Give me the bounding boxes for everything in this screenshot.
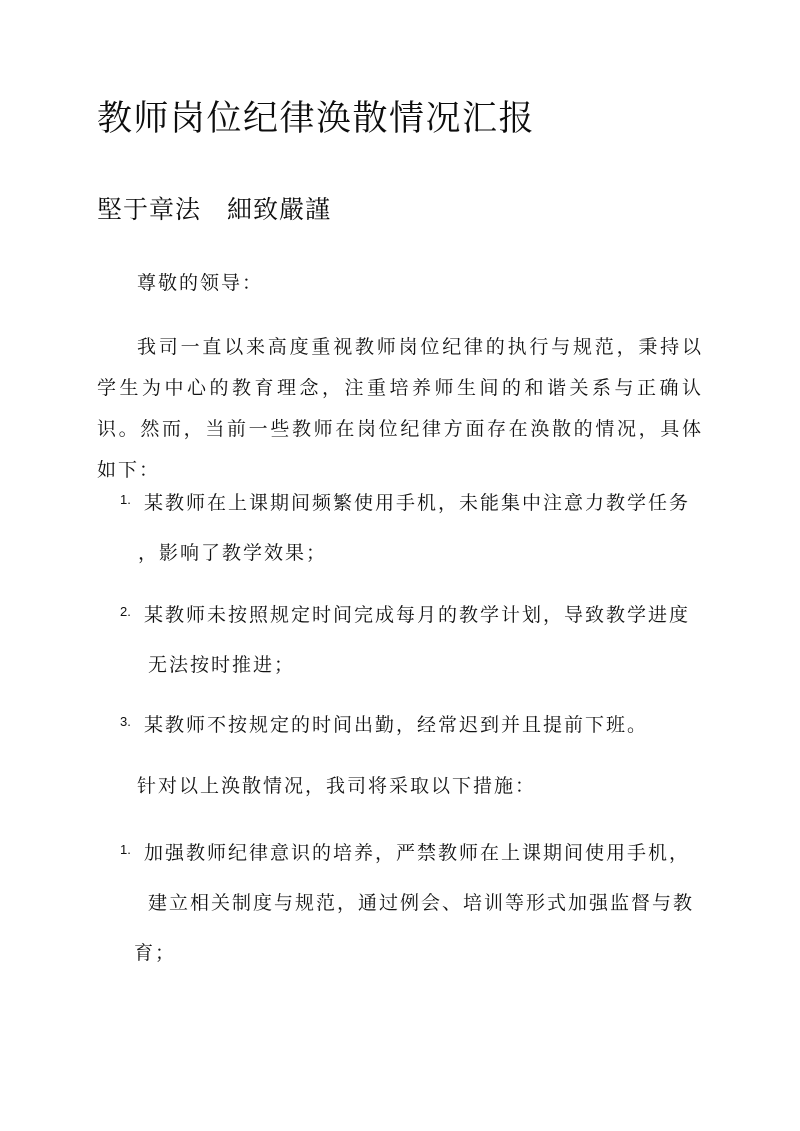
issue-item-1 <box>120 478 700 578</box>
issue-number: 1. <box>120 492 131 507</box>
issue-item-2 <box>120 590 700 690</box>
subtitle-left: 堅于章法 <box>97 195 202 224</box>
measure-number: 1. <box>120 842 131 857</box>
issue-item-3 <box>120 700 700 750</box>
issue-text-line2: ，影响了教学效果； <box>138 542 328 564</box>
issue-number: 2. <box>120 604 131 619</box>
issue-text-line1: 某教师在上课期间频繁使用手机，未能集中注意力教学任务 <box>144 492 691 514</box>
measures-intro: 针对以上涣散情况，我司将采取以下措施： <box>137 775 537 797</box>
issue-text-line1: 某教师不按规定的时间出勤，经常迟到并且提前下班。 <box>144 714 649 736</box>
subtitle-right: 細致嚴謹 <box>227 195 332 224</box>
measure-text-line1: 加强教师纪律意识的培养，严禁教师在上课期间使用手机， <box>144 842 691 864</box>
issue-number: 3. <box>120 714 131 729</box>
measure-text-line2: 建立相关制度与规范，通过例会、培训等形式加强监督与教 <box>148 892 695 914</box>
document-title: 教师岗位纪律涣散情况汇报 <box>97 99 536 139</box>
document-subtitle <box>97 190 697 230</box>
issue-text-line2: 无法按时推进； <box>148 654 296 676</box>
measure-text-line3: 育； <box>134 942 177 964</box>
intro-paragraph: 我司一直以来高度重视教师岗位纪律的执行与规范，秉持以学生为中心的教育理念，注重培养师生间的和谐关系与正确认识。然而，当前一些教师在岗位纪律方面存在涣散的情况，具体如下： <box>97 336 703 481</box>
issue-text-line1: 某教师未按照规定时间完成每月的教学计划，导致教学进度 <box>144 604 691 626</box>
measure-item-1 <box>120 828 700 978</box>
salutation: 尊敬的领导： <box>137 272 264 294</box>
